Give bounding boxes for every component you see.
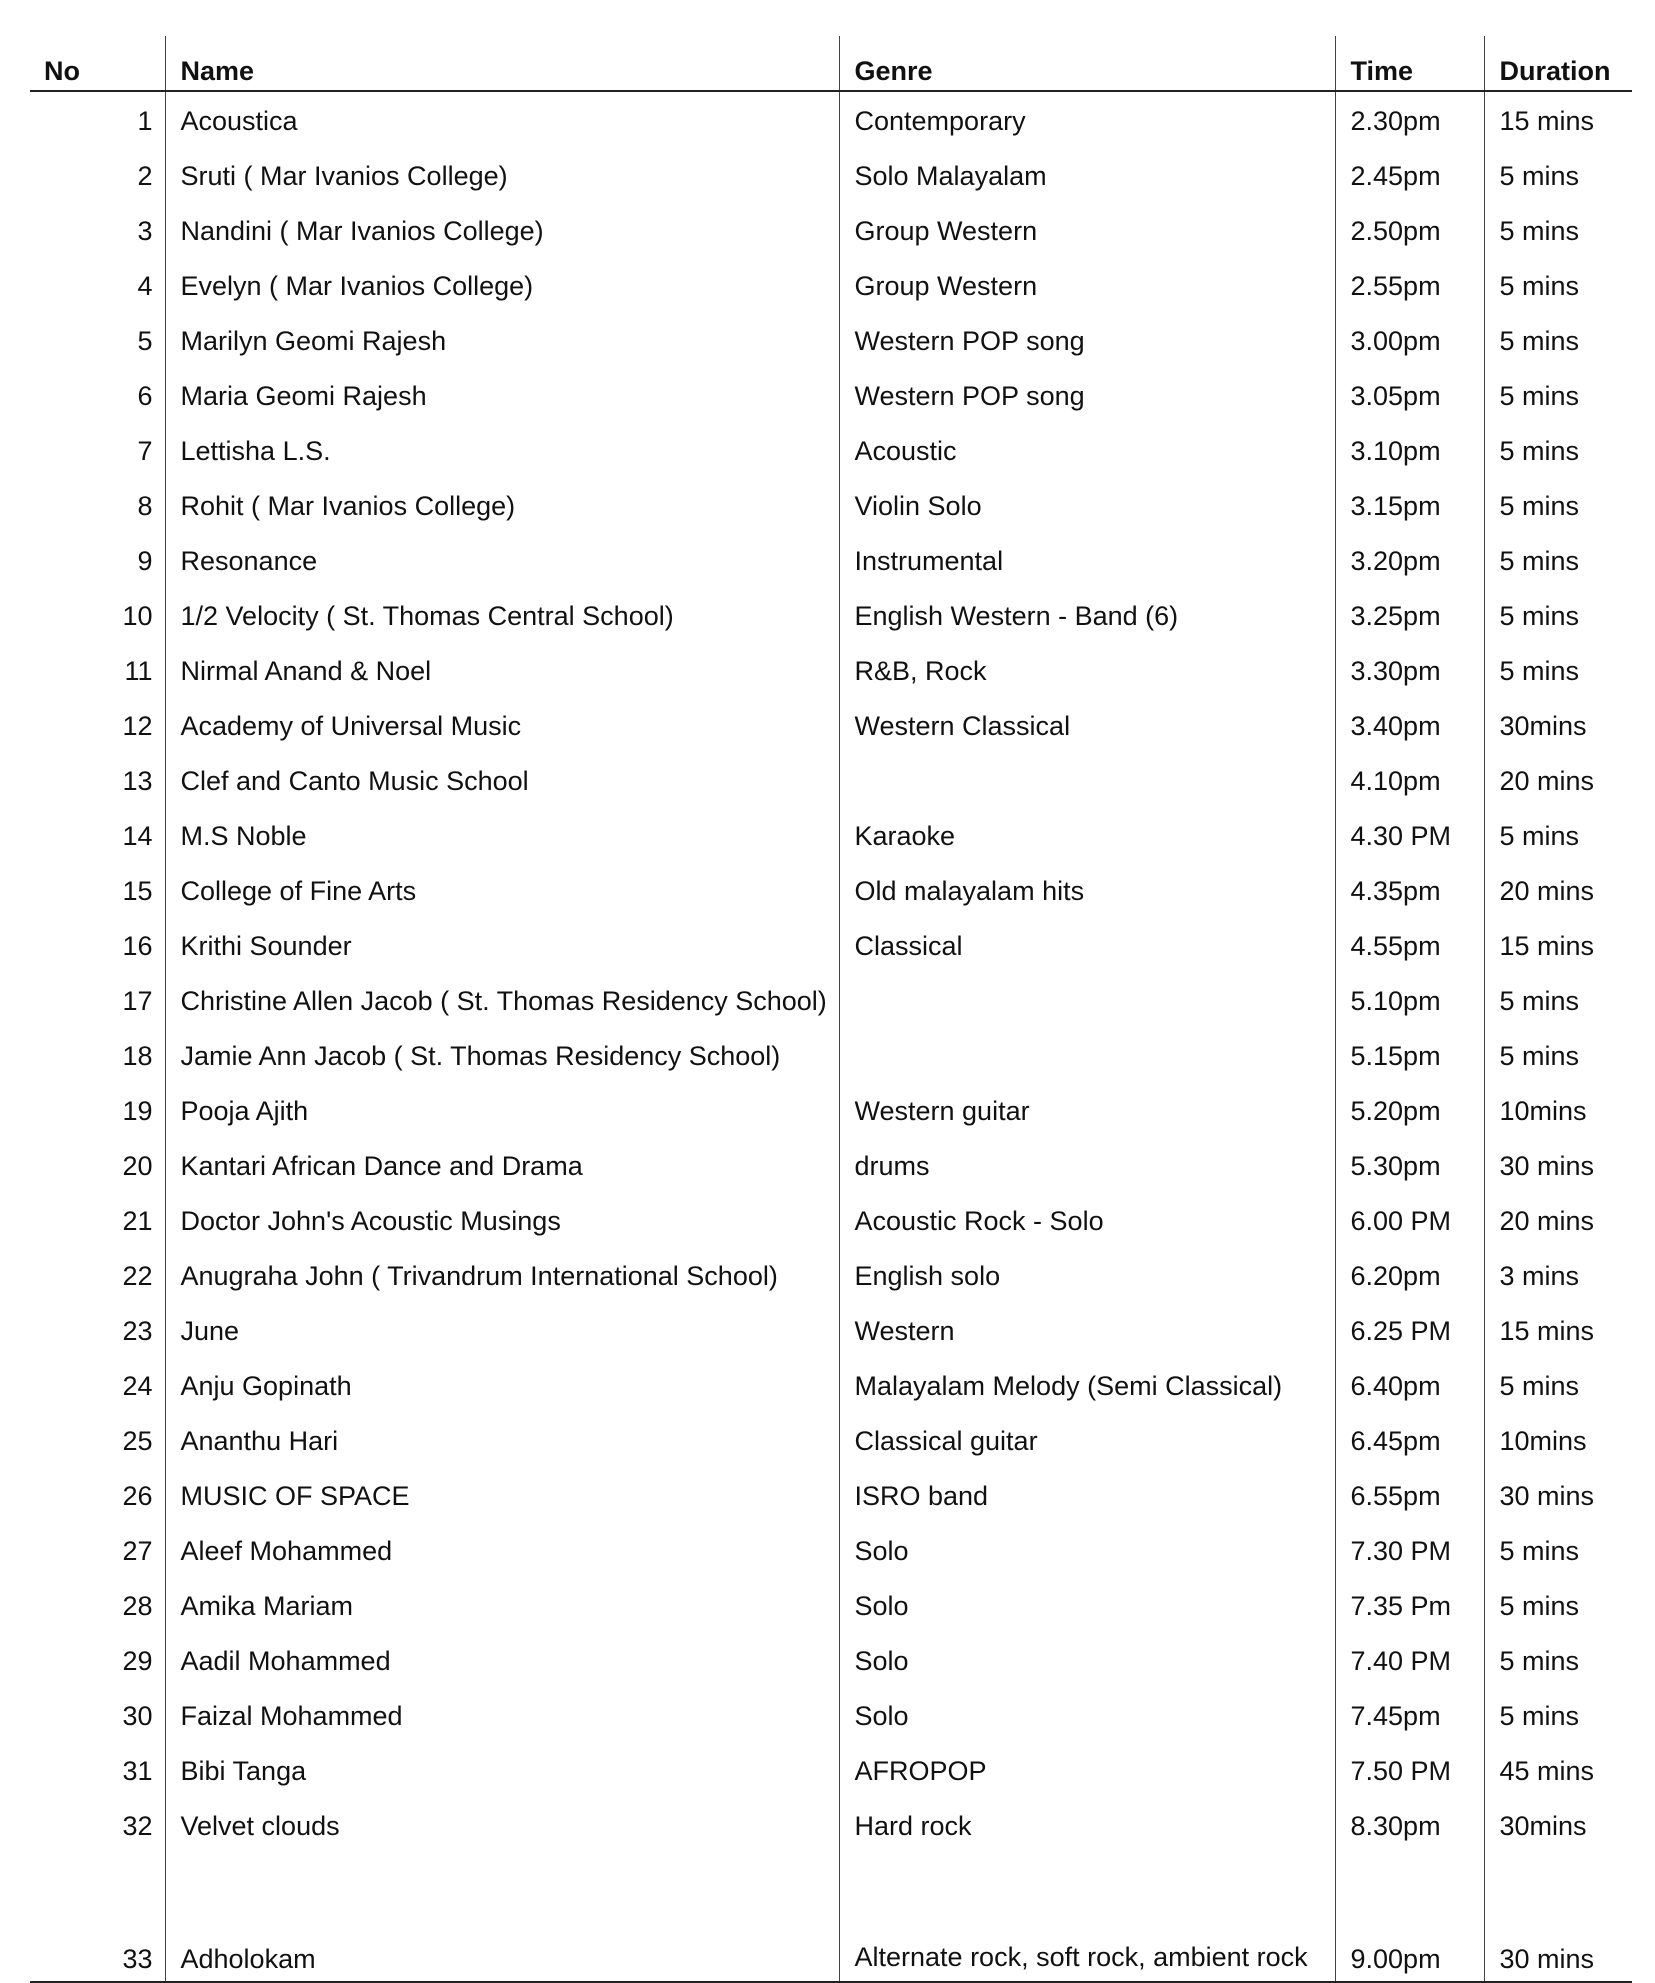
cell-duration: 5 mins [1484,1628,1632,1683]
cell-duration: 15 mins [1484,91,1632,143]
cell-duration: 5 mins [1484,803,1632,858]
cell-duration: 20 mins [1484,1188,1632,1243]
cell-time: 8.30pm [1335,1793,1484,1848]
table-row [30,693,1632,748]
header-duration: Duration [1484,36,1632,91]
cell-duration: 30 mins [1484,1848,1632,1982]
cell-duration: 30mins [1484,693,1632,748]
cell-duration: 5 mins [1484,1353,1632,1408]
cell-no: 3 [137,216,153,247]
cell-time: 6.25 PM [1335,1298,1484,1353]
cell-name: Marilyn Geomi Rajesh [165,308,839,363]
table-row [30,1353,1632,1408]
cell-time: 6.20pm [1335,1243,1484,1298]
cell-time: 4.30 PM [1335,803,1484,858]
cell-no: 18 [122,1041,153,1072]
cell-duration: 45 mins [1484,1738,1632,1793]
cell-time: 6.55pm [1335,1463,1484,1518]
header-time: Time [1335,36,1484,91]
table-row [30,253,1632,308]
cell-time: 4.10pm [1335,748,1484,803]
cell-time: 4.55pm [1335,913,1484,968]
cell-genre: Western guitar [839,1078,1335,1133]
cell-time: 6.00 PM [1335,1188,1484,1243]
cell-duration: 10mins [1484,1408,1632,1463]
cell-time: 6.45pm [1335,1408,1484,1463]
cell-time: 5.10pm [1335,968,1484,1023]
cell-time: 4.35pm [1335,858,1484,913]
cell-name: Acoustica [165,91,839,143]
cell-time: 7.40 PM [1335,1628,1484,1683]
table-row [30,1463,1632,1518]
cell-duration: 10mins [1484,1078,1632,1133]
cell-duration: 5 mins [1484,1023,1632,1078]
cell-name: Anju Gopinath [165,1353,839,1408]
cell-time: 7.35 Pm [1335,1573,1484,1628]
cell-name: Ananthu Hari [165,1408,839,1463]
cell-time: 7.30 PM [1335,1518,1484,1573]
cell-name: Kantari African Dance and Drama [165,1133,839,1188]
cell-genre: Violin Solo [839,473,1335,528]
cell-no: 1 [137,106,153,137]
cell-genre: R&B, Rock [839,638,1335,693]
table-row [30,1023,1632,1078]
table-row [30,1848,1632,1982]
cell-duration: 5 mins [1484,308,1632,363]
cell-genre: Solo [839,1573,1335,1628]
cell-genre: Acoustic [839,418,1335,473]
table-row [30,1133,1632,1188]
cell-no: 22 [122,1261,153,1292]
cell-name: Amika Mariam [165,1573,839,1628]
cell-no: 31 [122,1756,153,1787]
cell-name: Resonance [165,528,839,583]
table-row [30,1188,1632,1243]
table-row [30,198,1632,253]
table-row [30,1518,1632,1573]
cell-name: Rohit ( Mar Ivanios College) [165,473,839,528]
cell-no: 11 [124,656,153,687]
table-row [30,748,1632,803]
cell-no: 20 [122,1151,153,1182]
table-row [30,528,1632,583]
cell-genre: ISRO band [839,1463,1335,1518]
header-name: Name [165,36,839,91]
table-row [30,1408,1632,1463]
cell-no: 24 [122,1371,153,1402]
cell-name: Nirmal Anand & Noel [165,638,839,693]
table-row [30,968,1632,1023]
cell-no: 27 [122,1536,153,1567]
cell-genre: Classical guitar [839,1408,1335,1463]
cell-genre: Contemporary [839,91,1335,143]
cell-no: 14 [122,821,153,852]
cell-genre: Western [839,1298,1335,1353]
cell-name: Lettisha L.S. [165,418,839,473]
cell-no: 28 [122,1591,153,1622]
table-row [30,1738,1632,1793]
cell-name: Jamie Ann Jacob ( St. Thomas Residency School) [165,1023,839,1078]
cell-no: 13 [122,766,153,797]
cell-name: Christine Allen Jacob ( St. Thomas Residency School) [165,968,839,1023]
cell-name: M.S Noble [165,803,839,858]
cell-genre: Instrumental [839,528,1335,583]
cell-duration: 15 mins [1484,1298,1632,1353]
table-row [30,1628,1632,1683]
cell-time: 3.00pm [1335,308,1484,363]
cell-time: 3.05pm [1335,363,1484,418]
cell-genre: English solo [839,1243,1335,1298]
cell-time: 6.40pm [1335,1353,1484,1408]
cell-genre: Old malayalam hits [839,858,1335,913]
cell-name: Maria Geomi Rajesh [165,363,839,418]
cell-time: 2.50pm [1335,198,1484,253]
cell-time: 3.40pm [1335,693,1484,748]
cell-duration: 5 mins [1484,638,1632,693]
header-no: No [30,36,165,91]
cell-name: Doctor John's Acoustic Musings [165,1188,839,1243]
cell-genre: English Western - Band (6) [839,583,1335,638]
cell-duration: 30mins [1484,1793,1632,1848]
cell-no: 25 [122,1426,153,1457]
cell-duration: 15 mins [1484,913,1632,968]
table-row [30,1683,1632,1738]
cell-name: June [165,1298,839,1353]
header-genre: Genre [839,36,1335,91]
cell-name: Faizal Mohammed [165,1683,839,1738]
cell-duration: 3 mins [1484,1243,1632,1298]
cell-genre: Classical [839,913,1335,968]
cell-duration: 5 mins [1484,1573,1632,1628]
cell-genre: Solo [839,1628,1335,1683]
cell-no: 19 [122,1096,153,1127]
table-row [30,638,1632,693]
cell-genre: Western POP song [839,308,1335,363]
table-row [30,858,1632,913]
cell-name: Evelyn ( Mar Ivanios College) [165,253,839,308]
cell-duration: 20 mins [1484,858,1632,913]
cell-time: 2.45pm [1335,143,1484,198]
table-row [30,308,1632,363]
cell-no: 6 [137,381,153,412]
cell-name: Adholokam [165,1848,839,1982]
cell-duration: 5 mins [1484,1683,1632,1738]
cell-genre: drums [839,1133,1335,1188]
table-body [30,91,1632,1982]
cell-duration: 5 mins [1484,528,1632,583]
cell-no: 30 [122,1701,153,1732]
table-row [30,363,1632,418]
cell-no: 15 [122,876,153,907]
cell-time: 5.20pm [1335,1078,1484,1133]
cell-no: 29 [122,1646,153,1677]
cell-duration: 5 mins [1484,418,1632,473]
cell-no: 17 [122,986,153,1017]
cell-no: 21 [122,1206,153,1237]
cell-name: Aadil Mohammed [165,1628,839,1683]
cell-genre: Acoustic Rock - Solo [839,1188,1335,1243]
cell-time: 9.00pm [1335,1848,1484,1982]
cell-genre: Western POP song [839,363,1335,418]
cell-no: 10 [122,601,153,632]
table-row [30,1243,1632,1298]
cell-name: Clef and Canto Music School [165,748,839,803]
cell-duration: 5 mins [1484,1518,1632,1573]
cell-time: 5.30pm [1335,1133,1484,1188]
cell-duration: 5 mins [1484,363,1632,418]
cell-duration: 5 mins [1484,198,1632,253]
cell-time: 3.30pm [1335,638,1484,693]
cell-name: College of Fine Arts [165,858,839,913]
cell-name: Krithi Sounder [165,913,839,968]
cell-genre [839,1023,1335,1078]
cell-name: 1/2 Velocity ( St. Thomas Central School) [165,583,839,638]
cell-genre: Solo [839,1683,1335,1738]
cell-genre: Group Western [839,198,1335,253]
cell-no: 32 [122,1811,153,1842]
cell-name: Academy of Universal Music [165,693,839,748]
table-row [30,1078,1632,1133]
cell-duration: 5 mins [1484,473,1632,528]
cell-name: Aleef Mohammed [165,1518,839,1573]
cell-no: 33 [30,1848,165,1982]
cell-genre: Solo Malayalam [839,143,1335,198]
cell-genre [839,748,1335,803]
cell-name: Nandini ( Mar Ivanios College) [165,198,839,253]
table-row [30,1298,1632,1353]
table-row [30,473,1632,528]
cell-no: 16 [122,931,153,962]
cell-time: 2.55pm [1335,253,1484,308]
cell-no: 9 [137,546,153,577]
cell-duration: 5 mins [1484,968,1632,1023]
cell-no: 23 [122,1316,153,1347]
table-row [30,803,1632,858]
cell-duration: 5 mins [1484,143,1632,198]
table-row [30,1573,1632,1628]
cell-genre: Western Classical [839,693,1335,748]
table-row [30,583,1632,638]
cell-time: 2.30pm [1335,91,1484,143]
cell-genre: Hard rock [839,1793,1335,1848]
cell-no: 8 [137,491,153,522]
cell-genre: Karaoke [839,803,1335,858]
cell-duration: 30 mins [1484,1133,1632,1188]
cell-time: 7.50 PM [1335,1738,1484,1793]
cell-no: 5 [137,326,153,357]
cell-name: Bibi Tanga [165,1738,839,1793]
cell-genre: Malayalam Melody (Semi Classical) [839,1353,1335,1408]
cell-no: 4 [137,271,153,302]
cell-genre: Group Western [839,253,1335,308]
cell-time: 5.15pm [1335,1023,1484,1078]
cell-time: 3.20pm [1335,528,1484,583]
table-row [30,91,1632,143]
cell-time: 3.25pm [1335,583,1484,638]
cell-name: Pooja Ajith [165,1078,839,1133]
table-header-row [30,36,1632,91]
cell-genre: Solo [839,1518,1335,1573]
cell-name: MUSIC OF SPACE [165,1463,839,1518]
table-row [30,143,1632,198]
cell-duration: 30 mins [1484,1463,1632,1518]
cell-duration: 5 mins [1484,253,1632,308]
cell-duration: 20 mins [1484,748,1632,803]
cell-genre [839,968,1335,1023]
cell-time: 3.15pm [1335,473,1484,528]
performance-schedule-table [30,36,1632,1983]
cell-name: Sruti ( Mar Ivanios College) [165,143,839,198]
cell-time: 3.10pm [1335,418,1484,473]
cell-no: 26 [122,1481,153,1512]
cell-genre: AFROPOP [839,1738,1335,1793]
cell-name: Anugraha John ( Trivandrum International School) [165,1243,839,1298]
cell-name: Velvet clouds [165,1793,839,1848]
cell-time: 7.45pm [1335,1683,1484,1738]
cell-no: 7 [137,436,153,467]
cell-no: 2 [137,161,153,192]
cell-genre: Alternate rock, soft rock, ambient rock [839,1848,1335,1982]
table-row [30,1793,1632,1848]
table-row [30,418,1632,473]
table-row [30,913,1632,968]
cell-duration: 5 mins [1484,583,1632,638]
cell-no: 12 [122,711,153,742]
